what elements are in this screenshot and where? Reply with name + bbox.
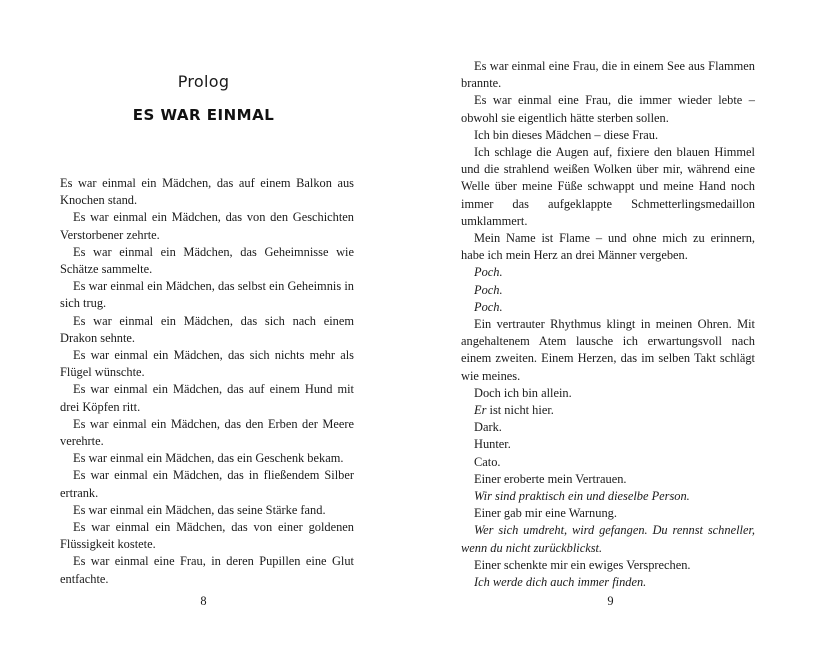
paragraph: Es war einmal ein Mädchen, das selbst ein Geheimnis in sich trug. <box>60 279 354 311</box>
right-page <box>407 0 814 648</box>
paragraph: Wir sind praktisch ein und dieselbe Person. <box>474 489 690 504</box>
paragraph: Einer eroberte mein Vertrauen. <box>474 471 627 486</box>
paragraph: Poch. <box>474 299 503 314</box>
paragraph: Ein vertrauter Rhythmus klingt in meinen Ohren. Mit angehaltenem Atem lausche ich erwartungsvoll nach einem zweiten. Einem Herzen, das im selben Takt schlägt wie meines. <box>461 317 755 383</box>
paragraph: Einer gab mir eine Warnung. <box>474 506 617 521</box>
paragraph: Cato. <box>474 454 501 469</box>
paragraph: Ich bin dieses Mädchen – diese Frau. <box>474 127 659 142</box>
paragraph: Mein Name ist Flame – und ohne mich zu erinnern, habe ich mein Herz an drei Männer vergeben. <box>461 231 755 263</box>
emphasis-text: Er <box>474 403 487 418</box>
paragraph: Es war einmal ein Mädchen, das ein Geschenk bekam. <box>73 451 344 466</box>
paragraph: Es war einmal ein Mädchen, das den Erben der Meere verehrte. <box>60 416 354 449</box>
paragraph: Doch ich bin allein. <box>474 385 572 400</box>
paragraph: Einer schenkte mir ein ewiges Versprechen. <box>474 557 691 572</box>
paragraph: Es war einmal ein Mädchen, das von einer goldenen Flüssigkeit kostete. <box>60 520 354 552</box>
paragraph: Es war einmal eine Frau, in deren Pupillen eine Glut entfachte. <box>60 554 354 586</box>
left-body-text <box>60 175 354 588</box>
paragraph-rest: ist nicht hier. <box>486 403 554 418</box>
paragraph: Es war einmal ein Mädchen, das auf einem Balkon aus Knochen stand. <box>60 176 354 208</box>
paragraph: Ich werde dich auch immer finden. <box>474 575 647 590</box>
paragraph: Es war einmal ein Mädchen, das sich nach einem Drakon sehnte. <box>60 313 354 345</box>
paragraph: Es war einmal ein Mädchen, das seine Stärke fand. <box>73 502 326 517</box>
page-number: 9 <box>607 594 614 608</box>
paragraph: Poch. <box>474 282 503 297</box>
paragraph: Es war einmal ein Mädchen, das auf einem Hund mit drei Köpfen ritt. <box>60 382 354 414</box>
paragraph: Es war einmal ein Mädchen, das sich nichts mehr als Flügel wünschte. <box>60 348 354 380</box>
paragraph: Wer sich umdreht, wird gefangen. Du rennst schneller, wenn du nicht zurückblickst. <box>461 523 755 555</box>
paragraph: Dark. <box>474 420 502 435</box>
paragraph <box>461 402 755 419</box>
paragraph: Ich schlage die Augen auf, fixiere den blauen Himmel und die strahlend weißen Wolken über mir, während eine Welle über meine Füße schwappt und meine Hand noch immer das aufgeklappte Schmetterlingsmedaillon umklammert. <box>461 145 755 228</box>
paragraph: Es war einmal eine Frau, die immer wieder lebte – obwohl sie eigentlich hätte sterben sollen. <box>461 93 755 125</box>
chapter-label: Prolog <box>177 72 230 91</box>
paragraph: Es war einmal ein Mädchen, das von den Geschichten Verstorbener zehrte. <box>60 210 354 242</box>
page-number: 8 <box>200 594 207 608</box>
paragraph: Poch. <box>474 265 503 280</box>
paragraph: Hunter. <box>474 437 511 452</box>
paragraph: Es war einmal ein Mädchen, das Geheimnisse wie Schätze sammelte. <box>60 244 354 277</box>
paragraph: Es war einmal eine Frau, die in einem See aus Flammen brannte. <box>461 59 755 91</box>
paragraph: Es war einmal ein Mädchen, das in fließendem Silber ertrank. <box>60 468 354 500</box>
right-body-text <box>461 58 755 591</box>
chapter-title: ES WAR EINMAL <box>132 106 275 124</box>
